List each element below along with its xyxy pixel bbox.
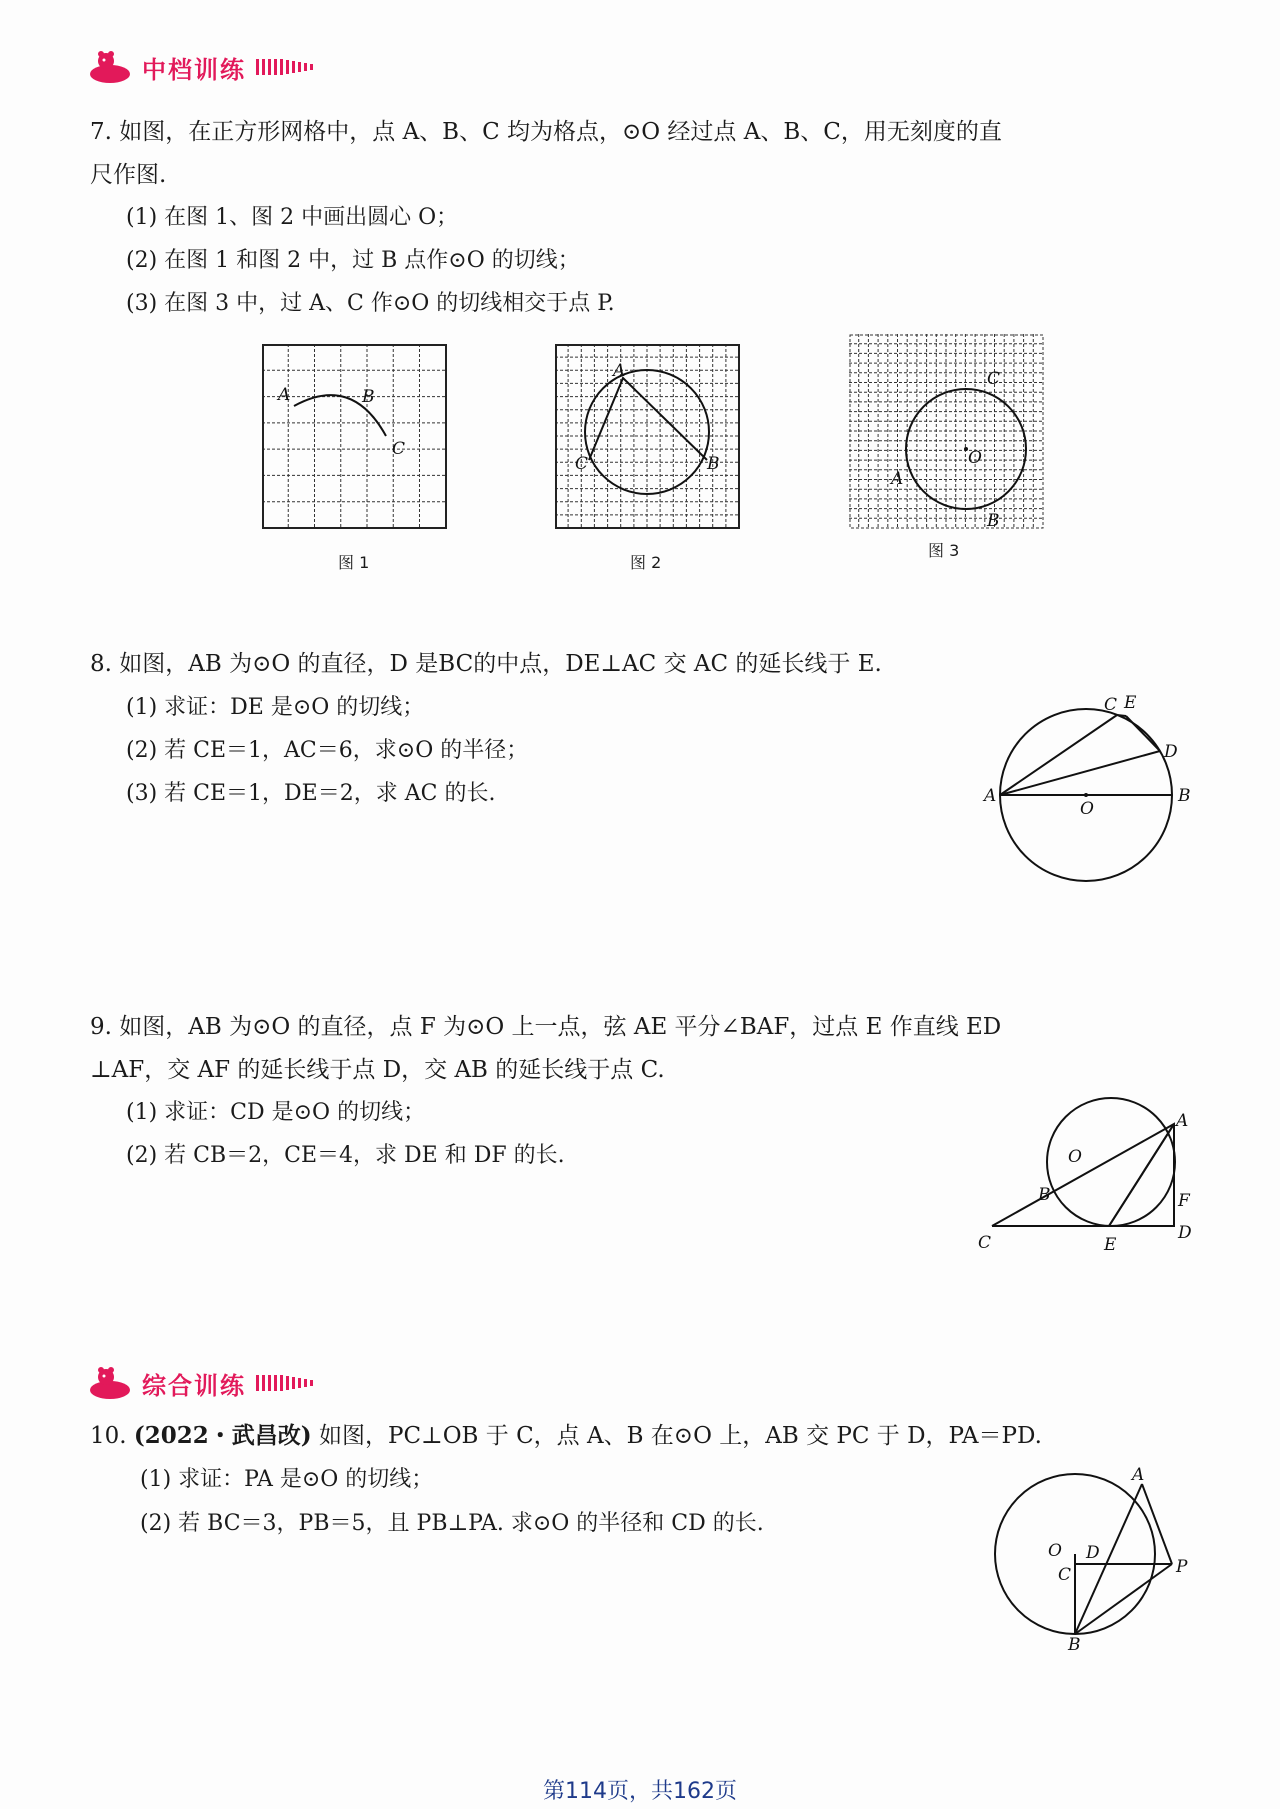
label-f: F (1178, 1191, 1190, 1211)
label-c: C (1104, 695, 1118, 715)
q9-stem: 9. 如图，AB 为⊙O 的直径，点 F 为⊙O 上一点，弦 AE 平分∠BAF，过点 E 作直线 ED (90, 1014, 1002, 1040)
q9-figure (978, 1090, 1200, 1260)
label-e: E (1124, 693, 1137, 713)
q9-part2: (2) 若 CB＝2，CE＝4，求 DE 和 DF 的长. (126, 1143, 565, 1168)
grid-lines (849, 334, 1043, 528)
grid-lines (555, 344, 739, 528)
circle (1047, 1098, 1175, 1226)
q10-stem (90, 1414, 1042, 1458)
q7-fig3-caption: 图 3 (928, 541, 960, 560)
q10-part1: (1) 求证：PA 是⊙O 的切线； (140, 1467, 434, 1492)
label-c: C (987, 369, 1001, 389)
label-b: B (1178, 786, 1191, 806)
label-b: B (707, 454, 720, 474)
q7-stem-cont: 尺作图. (90, 162, 167, 188)
q10-stem-text: 如图，PC⊥OB 于 C，点 A、B 在⊙O 上，AB 交 PC 于 D，PA＝PD. (318, 1423, 1042, 1449)
label-o: O (1068, 1147, 1082, 1167)
mascot-icon (88, 1366, 138, 1400)
label-c: C (575, 454, 589, 474)
q10-figure (990, 1460, 1200, 1650)
q8-part3: (3) 若 CE＝1，DE＝2，求 AC 的长. (126, 781, 496, 806)
label-o: O (1048, 1541, 1062, 1561)
triangle (589, 378, 707, 460)
q8-stem (90, 642, 882, 686)
section-title: 中档训练 (142, 55, 246, 84)
label-b: B (987, 511, 1000, 530)
q7-part3: (3) 在图 3 中，过 A、C 作⊙O 的切线相交于点 P. (126, 291, 615, 316)
q7-fig2-caption: 图 2 (630, 553, 662, 572)
q7-fig1-caption: 图 1 (338, 553, 370, 572)
section-title: 综合训练 (142, 1371, 246, 1400)
q7-part2: (2) 在图 1 和图 2 中，过 B 点作⊙O 的切线； (126, 248, 580, 273)
q7-figure-2 (555, 344, 745, 534)
grid-lines (262, 344, 446, 528)
q9-part1: (1) 求证：CD 是⊙O 的切线； (126, 1100, 426, 1125)
label-e: E (1104, 1235, 1117, 1255)
section-header-mid (88, 52, 348, 82)
q8-stem-text: 8. 如图，AB 为⊙O 的直径，D 是BC的中点，DE⊥AC 交 AC 的延长线于 E. (90, 651, 882, 677)
q10-source: (2022・武昌改) (133, 1422, 312, 1449)
q8-figure (970, 690, 1200, 890)
label-a: A (1132, 1465, 1145, 1485)
label-a: A (1176, 1111, 1189, 1131)
label-a: A (984, 786, 997, 806)
label-c: C (392, 439, 406, 459)
label-c: C (1058, 1565, 1072, 1585)
decor-bars (256, 1375, 313, 1391)
section-header-comp (88, 1368, 348, 1398)
triangle (992, 1124, 1174, 1226)
q9-stem-cont: ⊥AF，交 AF 的延长线于点 D，交 AB 的延长线于点 C. (90, 1057, 665, 1083)
q7-figure-1 (262, 344, 452, 534)
label-a: A (278, 385, 291, 405)
label-b: B (1068, 1635, 1081, 1650)
label-o: O (1080, 799, 1094, 819)
q8-part2: (2) 若 CE＝1，AC＝6，求⊙O 的半径； (126, 738, 529, 763)
label-a: A (891, 469, 904, 489)
q10-part2: (2) 若 BC＝3，PB＝5，且 PB⊥PA. 求⊙O 的半径和 CD 的长. (140, 1511, 764, 1536)
label-d: D (1086, 1543, 1100, 1563)
mascot-icon (88, 50, 138, 84)
label-c: C (978, 1233, 992, 1253)
label-p: P (1176, 1557, 1188, 1577)
q7-stem: 7. 如图，在正方形网格中，点 A、B、C 均为格点，⊙O 经过点 A、B、C，用无刻度的直 (90, 119, 1002, 145)
q7-figure-3 (849, 334, 1045, 530)
decor-bars (256, 59, 313, 75)
page-number: 第114页，共162页 (543, 1779, 737, 1804)
label-d: D (1164, 742, 1178, 762)
q8-part1: (1) 求证：DE 是⊙O 的切线； (126, 695, 425, 720)
label-a: A (613, 361, 626, 381)
q10-number: 10. (90, 1423, 127, 1449)
label-b: B (362, 387, 375, 407)
q7-part1: (1) 在图 1、图 2 中画出圆心 O； (126, 205, 459, 230)
label-b: B (1038, 1185, 1051, 1205)
label-d: D (1178, 1223, 1192, 1243)
label-o: O (968, 448, 982, 468)
